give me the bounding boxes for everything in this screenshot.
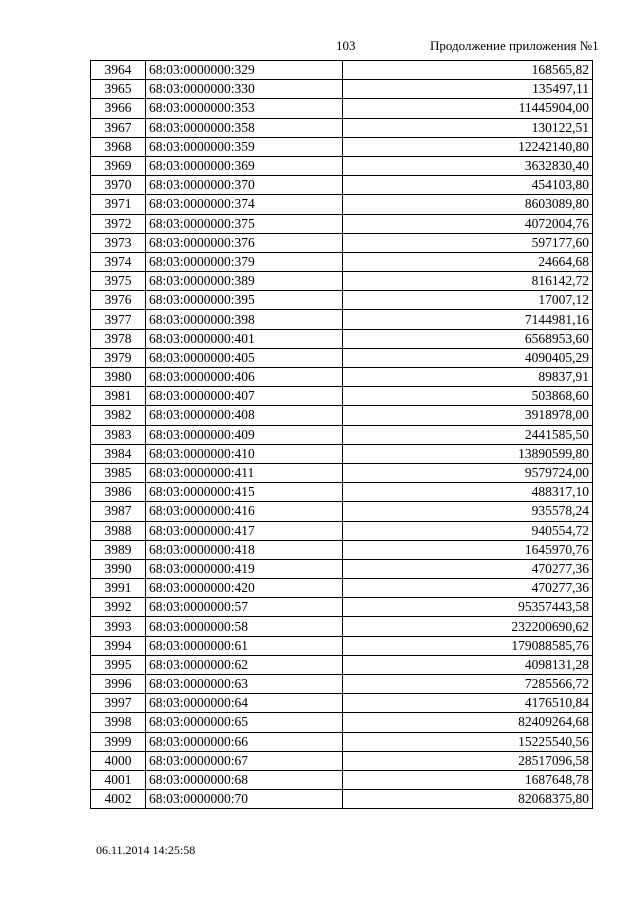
table-row	[91, 675, 593, 694]
table-row	[91, 272, 593, 291]
cadastral-value: 179088585,76	[343, 636, 593, 655]
cadastral-number: 68:03:0000000:419	[146, 559, 343, 578]
table-row	[91, 80, 593, 99]
table-row	[91, 694, 593, 713]
table-row	[91, 368, 593, 387]
row-number: 3989	[91, 540, 146, 559]
cadastral-value: 940554,72	[343, 521, 593, 540]
cadastral-value-table	[90, 60, 593, 809]
cadastral-number: 68:03:0000000:353	[146, 99, 343, 118]
table-row	[91, 195, 593, 214]
cadastral-number: 68:03:0000000:370	[146, 176, 343, 195]
table-row	[91, 425, 593, 444]
cadastral-number: 68:03:0000000:398	[146, 310, 343, 329]
table-row	[91, 732, 593, 751]
cadastral-value: 232200690,62	[343, 617, 593, 636]
table-row	[91, 655, 593, 674]
cadastral-number: 68:03:0000000:410	[146, 444, 343, 463]
row-number: 3966	[91, 99, 146, 118]
cadastral-value: 11445904,00	[343, 99, 593, 118]
cadastral-value: 488317,10	[343, 483, 593, 502]
table-row	[91, 559, 593, 578]
cadastral-value: 12242140,80	[343, 137, 593, 156]
table-row	[91, 521, 593, 540]
cadastral-number: 68:03:0000000:411	[146, 463, 343, 482]
cadastral-value: 597177,60	[343, 233, 593, 252]
row-number: 3975	[91, 272, 146, 291]
table-row	[91, 387, 593, 406]
table-row	[91, 540, 593, 559]
cadastral-value: 816142,72	[343, 272, 593, 291]
row-number: 4000	[91, 751, 146, 770]
cadastral-number: 68:03:0000000:416	[146, 502, 343, 521]
row-number: 3999	[91, 732, 146, 751]
cadastral-value: 454103,80	[343, 176, 593, 195]
cadastral-number: 68:03:0000000:64	[146, 694, 343, 713]
cadastral-value: 168565,82	[343, 61, 593, 80]
cadastral-value: 3632830,40	[343, 156, 593, 175]
cadastral-value: 1687648,78	[343, 770, 593, 789]
table-row	[91, 348, 593, 367]
cadastral-number: 68:03:0000000:70	[146, 790, 343, 809]
cadastral-number: 68:03:0000000:417	[146, 521, 343, 540]
row-number: 3971	[91, 195, 146, 214]
table-row	[91, 252, 593, 271]
cadastral-number: 68:03:0000000:406	[146, 368, 343, 387]
cadastral-value: 3918978,00	[343, 406, 593, 425]
cadastral-number: 68:03:0000000:376	[146, 233, 343, 252]
row-number: 3981	[91, 387, 146, 406]
cadastral-value: 4072004,76	[343, 214, 593, 233]
cadastral-number: 68:03:0000000:389	[146, 272, 343, 291]
table-row	[91, 444, 593, 463]
row-number: 3984	[91, 444, 146, 463]
cadastral-number: 68:03:0000000:330	[146, 80, 343, 99]
row-number: 3970	[91, 176, 146, 195]
cadastral-value: 9579724,00	[343, 463, 593, 482]
row-number: 3965	[91, 80, 146, 99]
cadastral-number: 68:03:0000000:58	[146, 617, 343, 636]
table-row	[91, 598, 593, 617]
cadastral-number: 68:03:0000000:420	[146, 579, 343, 598]
table-row	[91, 156, 593, 175]
cadastral-number: 68:03:0000000:63	[146, 675, 343, 694]
row-number: 3976	[91, 291, 146, 310]
cadastral-value: 8603089,80	[343, 195, 593, 214]
page-number: 103	[336, 38, 356, 53]
cadastral-number: 68:03:0000000:358	[146, 118, 343, 137]
table-row	[91, 310, 593, 329]
table-body	[91, 61, 593, 809]
row-number: 3994	[91, 636, 146, 655]
row-number: 3969	[91, 156, 146, 175]
cadastral-value: 2441585,50	[343, 425, 593, 444]
row-number: 3995	[91, 655, 146, 674]
row-number: 3979	[91, 348, 146, 367]
cadastral-number: 68:03:0000000:405	[146, 348, 343, 367]
table-row	[91, 99, 593, 118]
table-row	[91, 137, 593, 156]
cadastral-value: 135497,11	[343, 80, 593, 99]
cadastral-number: 68:03:0000000:66	[146, 732, 343, 751]
cadastral-value: 4090405,29	[343, 348, 593, 367]
row-number: 3964	[91, 61, 146, 80]
cadastral-number: 68:03:0000000:415	[146, 483, 343, 502]
table-row	[91, 751, 593, 770]
cadastral-value: 89837,91	[343, 368, 593, 387]
cadastral-number: 68:03:0000000:369	[146, 156, 343, 175]
row-number: 3997	[91, 694, 146, 713]
cadastral-number: 68:03:0000000:379	[146, 252, 343, 271]
row-number: 4002	[91, 790, 146, 809]
cadastral-number: 68:03:0000000:418	[146, 540, 343, 559]
table-row	[91, 483, 593, 502]
cadastral-number: 68:03:0000000:68	[146, 770, 343, 789]
table-row	[91, 291, 593, 310]
row-number: 3968	[91, 137, 146, 156]
row-number: 3992	[91, 598, 146, 617]
row-number: 3973	[91, 233, 146, 252]
cadastral-value: 95357443,58	[343, 598, 593, 617]
cadastral-value: 935578,24	[343, 502, 593, 521]
table-row	[91, 770, 593, 789]
print-timestamp: 06.11.2014 14:25:58	[96, 843, 196, 857]
cadastral-value: 130122,51	[343, 118, 593, 137]
row-number: 3967	[91, 118, 146, 137]
table-row	[91, 636, 593, 655]
table-row	[91, 617, 593, 636]
row-number: 3983	[91, 425, 146, 444]
cadastral-value: 4098131,28	[343, 655, 593, 674]
row-number: 3991	[91, 579, 146, 598]
row-number: 3974	[91, 252, 146, 271]
table-row	[91, 406, 593, 425]
cadastral-number: 68:03:0000000:407	[146, 387, 343, 406]
cadastral-number: 68:03:0000000:67	[146, 751, 343, 770]
cadastral-value: 6568953,60	[343, 329, 593, 348]
table-row	[91, 579, 593, 598]
row-number: 3977	[91, 310, 146, 329]
table-row	[91, 233, 593, 252]
table-row	[91, 329, 593, 348]
cadastral-number: 68:03:0000000:65	[146, 713, 343, 732]
cadastral-value: 17007,12	[343, 291, 593, 310]
cadastral-value: 470277,36	[343, 579, 593, 598]
cadastral-value: 82409264,68	[343, 713, 593, 732]
row-number: 3988	[91, 521, 146, 540]
continuation-title: Продолжение приложения №1	[430, 38, 599, 53]
row-number: 3972	[91, 214, 146, 233]
cadastral-value: 28517096,58	[343, 751, 593, 770]
cadastral-value: 4176510,84	[343, 694, 593, 713]
cadastral-number: 68:03:0000000:359	[146, 137, 343, 156]
cadastral-number: 68:03:0000000:395	[146, 291, 343, 310]
cadastral-value: 7285566,72	[343, 675, 593, 694]
row-number: 3998	[91, 713, 146, 732]
cadastral-number: 68:03:0000000:401	[146, 329, 343, 348]
cadastral-value: 503868,60	[343, 387, 593, 406]
cadastral-number: 68:03:0000000:409	[146, 425, 343, 444]
row-number: 3987	[91, 502, 146, 521]
cadastral-number: 68:03:0000000:374	[146, 195, 343, 214]
cadastral-value: 13890599,80	[343, 444, 593, 463]
cadastral-number: 68:03:0000000:62	[146, 655, 343, 674]
table-row	[91, 790, 593, 809]
row-number: 3993	[91, 617, 146, 636]
row-number: 3978	[91, 329, 146, 348]
row-number: 3990	[91, 559, 146, 578]
cadastral-number: 68:03:0000000:61	[146, 636, 343, 655]
row-number: 3982	[91, 406, 146, 425]
cadastral-value: 82068375,80	[343, 790, 593, 809]
cadastral-value: 7144981,16	[343, 310, 593, 329]
cadastral-number: 68:03:0000000:57	[146, 598, 343, 617]
cadastral-value: 24664,68	[343, 252, 593, 271]
row-number: 3996	[91, 675, 146, 694]
row-number: 3980	[91, 368, 146, 387]
cadastral-value: 470277,36	[343, 559, 593, 578]
row-number: 3985	[91, 463, 146, 482]
table-row	[91, 176, 593, 195]
row-number: 3986	[91, 483, 146, 502]
cadastral-value: 15225540,56	[343, 732, 593, 751]
table-row	[91, 502, 593, 521]
cadastral-number: 68:03:0000000:375	[146, 214, 343, 233]
table-row	[91, 61, 593, 80]
row-number: 4001	[91, 770, 146, 789]
table-row	[91, 713, 593, 732]
cadastral-value: 1645970,76	[343, 540, 593, 559]
cadastral-number: 68:03:0000000:329	[146, 61, 343, 80]
table-row	[91, 214, 593, 233]
cadastral-number: 68:03:0000000:408	[146, 406, 343, 425]
table-row	[91, 463, 593, 482]
table-row	[91, 118, 593, 137]
